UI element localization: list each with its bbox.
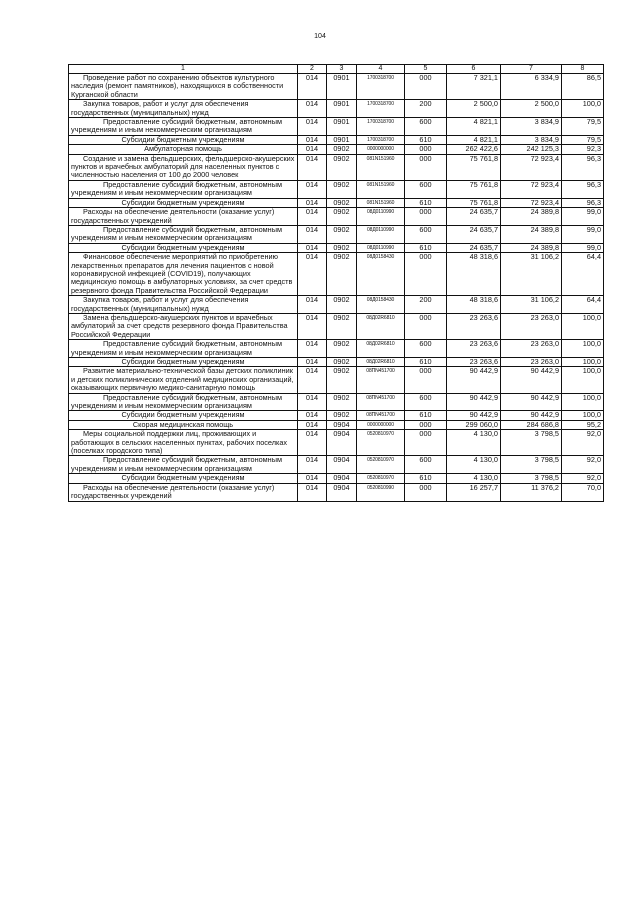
row-rz-cell: 0902 bbox=[327, 296, 357, 314]
row-name-cell: Субсидии бюджетным учреждениям bbox=[69, 411, 298, 420]
row-gr-cell: 014 bbox=[298, 74, 327, 100]
row-rz-cell: 0902 bbox=[327, 243, 357, 252]
row-vr-cell: 610 bbox=[405, 243, 447, 252]
column-header: 4 bbox=[357, 65, 405, 74]
row-rz-cell: 0904 bbox=[327, 430, 357, 456]
row-rz-cell: 0902 bbox=[327, 180, 357, 198]
row-fact-cell: 2 500,0 bbox=[501, 100, 562, 118]
row-plan-cell: 23 263,6 bbox=[447, 358, 501, 367]
table-row bbox=[69, 411, 604, 420]
row-name-cell: Создание и замена фельдшерских, фельдшерско-акушерских пунктов и врачебных амбулаторий для населенных пунктов с численностью населения от 100 до 2000 человек bbox=[69, 154, 298, 180]
row-plan-cell: 24 635,7 bbox=[447, 225, 501, 243]
row-plan-cell: 23 263,6 bbox=[447, 340, 501, 358]
row-name-cell: Проведение работ по сохранению объектов культурного наследия (ремонт памятников), находящихся в собственности Курганской области bbox=[69, 74, 298, 100]
row-gr-cell: 014 bbox=[298, 358, 327, 367]
row-fact-cell: 23 263,0 bbox=[501, 340, 562, 358]
row-gr-cell: 014 bbox=[298, 154, 327, 180]
row-csr-cell: 0000000000 bbox=[357, 420, 405, 429]
column-header: 3 bbox=[327, 65, 357, 74]
row-plan-cell: 23 263,6 bbox=[447, 313, 501, 339]
row-vr-cell: 600 bbox=[405, 118, 447, 136]
row-name-cell: Субсидии бюджетным учреждениям bbox=[69, 474, 298, 483]
row-name-cell: Финансовое обеспечение мероприятий по приобретению лекарственных препаратов для лечения пациентов с новой коронавирусной инфекцией (COVID19), получающих медицинскую помощь в амбулаторных условиях, за счет средств резервного фонда Правительства Российской Федерации bbox=[69, 253, 298, 296]
row-gr-cell: 014 bbox=[298, 243, 327, 252]
row-plan-cell: 262 422,6 bbox=[447, 145, 501, 154]
row-fact-cell: 3 798,5 bbox=[501, 430, 562, 456]
table-row bbox=[69, 483, 604, 501]
table-row bbox=[69, 145, 604, 154]
row-pct-cell: 92,3 bbox=[562, 145, 604, 154]
column-header: 2 bbox=[298, 65, 327, 74]
row-pct-cell: 92,0 bbox=[562, 430, 604, 456]
row-csr-cell: 08Д02R6810 bbox=[357, 340, 405, 358]
row-pct-cell: 100,0 bbox=[562, 393, 604, 411]
row-name-cell: Предоставление субсидий бюджетным, автономным учреждениям и иным некоммерческим организациям bbox=[69, 393, 298, 411]
row-gr-cell: 014 bbox=[298, 483, 327, 501]
row-vr-cell: 000 bbox=[405, 208, 447, 226]
row-vr-cell: 600 bbox=[405, 180, 447, 198]
row-pct-cell: 99,0 bbox=[562, 225, 604, 243]
row-vr-cell: 600 bbox=[405, 393, 447, 411]
row-csr-cell: 081N151960 bbox=[357, 198, 405, 207]
row-vr-cell: 200 bbox=[405, 100, 447, 118]
row-rz-cell: 0902 bbox=[327, 367, 357, 393]
row-vr-cell: 000 bbox=[405, 367, 447, 393]
table-row bbox=[69, 208, 604, 226]
row-fact-cell: 11 376,2 bbox=[501, 483, 562, 501]
row-fact-cell: 3 798,5 bbox=[501, 474, 562, 483]
table-row bbox=[69, 180, 604, 198]
row-pct-cell: 100,0 bbox=[562, 367, 604, 393]
row-rz-cell: 0902 bbox=[327, 313, 357, 339]
row-gr-cell: 014 bbox=[298, 313, 327, 339]
row-vr-cell: 200 bbox=[405, 296, 447, 314]
row-rz-cell: 0904 bbox=[327, 456, 357, 474]
row-plan-cell: 7 321,1 bbox=[447, 74, 501, 100]
budget-table bbox=[68, 64, 604, 502]
row-pct-cell: 100,0 bbox=[562, 358, 604, 367]
row-name-cell: Меры социальной поддержки лиц, проживающих и работающих в сельских населенных пунктах, рабочих поселках (поселках городского типа) bbox=[69, 430, 298, 456]
row-pct-cell: 96,3 bbox=[562, 154, 604, 180]
row-name-cell: Расходы на обеспечение деятельности (оказание услуг) государственных учреждений bbox=[69, 483, 298, 501]
row-vr-cell: 000 bbox=[405, 420, 447, 429]
row-plan-cell: 299 060,0 bbox=[447, 420, 501, 429]
row-rz-cell: 0902 bbox=[327, 198, 357, 207]
row-rz-cell: 0902 bbox=[327, 393, 357, 411]
row-pct-cell: 64,4 bbox=[562, 296, 604, 314]
row-csr-cell: 0520810970 bbox=[357, 456, 405, 474]
row-fact-cell: 3 798,5 bbox=[501, 456, 562, 474]
row-plan-cell: 4 130,0 bbox=[447, 456, 501, 474]
row-gr-cell: 014 bbox=[298, 340, 327, 358]
row-vr-cell: 600 bbox=[405, 225, 447, 243]
row-vr-cell: 610 bbox=[405, 358, 447, 367]
row-csr-cell: 08ПN451700 bbox=[357, 411, 405, 420]
row-pct-cell: 92,0 bbox=[562, 474, 604, 483]
row-pct-cell: 96,3 bbox=[562, 180, 604, 198]
row-rz-cell: 0902 bbox=[327, 358, 357, 367]
row-fact-cell: 72 923,4 bbox=[501, 180, 562, 198]
row-plan-cell: 75 761,8 bbox=[447, 180, 501, 198]
row-gr-cell: 014 bbox=[298, 456, 327, 474]
row-fact-cell: 284 686,8 bbox=[501, 420, 562, 429]
row-rz-cell: 0902 bbox=[327, 225, 357, 243]
row-fact-cell: 90 442,9 bbox=[501, 411, 562, 420]
row-name-cell: Субсидии бюджетным учреждениям bbox=[69, 135, 298, 144]
table-row bbox=[69, 225, 604, 243]
row-gr-cell: 014 bbox=[298, 296, 327, 314]
table-row bbox=[69, 393, 604, 411]
row-gr-cell: 014 bbox=[298, 118, 327, 136]
row-plan-cell: 24 635,7 bbox=[447, 243, 501, 252]
row-csr-cell: 08Д0158430 bbox=[357, 296, 405, 314]
row-rz-cell: 0901 bbox=[327, 118, 357, 136]
row-vr-cell: 600 bbox=[405, 456, 447, 474]
row-pct-cell: 99,0 bbox=[562, 243, 604, 252]
row-plan-cell: 48 318,6 bbox=[447, 296, 501, 314]
row-csr-cell: 08Д02R6810 bbox=[357, 313, 405, 339]
row-gr-cell: 014 bbox=[298, 367, 327, 393]
row-name-cell: Субсидии бюджетным учреждениям bbox=[69, 243, 298, 252]
row-plan-cell: 4 821,1 bbox=[447, 118, 501, 136]
row-name-cell: Расходы на обеспечение деятельности (оказание услуг) государственных учреждений bbox=[69, 208, 298, 226]
row-vr-cell: 000 bbox=[405, 313, 447, 339]
row-plan-cell: 90 442,9 bbox=[447, 393, 501, 411]
row-rz-cell: 0902 bbox=[327, 340, 357, 358]
row-pct-cell: 70,0 bbox=[562, 483, 604, 501]
row-rz-cell: 0904 bbox=[327, 474, 357, 483]
row-rz-cell: 0904 bbox=[327, 483, 357, 501]
row-rz-cell: 0902 bbox=[327, 253, 357, 296]
row-name-cell: Предоставление субсидий бюджетным, автономным учреждениям и иным некоммерческим организациям bbox=[69, 225, 298, 243]
row-name-cell: Субсидии бюджетным учреждениям bbox=[69, 198, 298, 207]
row-pct-cell: 100,0 bbox=[562, 411, 604, 420]
row-plan-cell: 16 257,7 bbox=[447, 483, 501, 501]
row-fact-cell: 90 442,9 bbox=[501, 367, 562, 393]
row-csr-cell: 081N151960 bbox=[357, 154, 405, 180]
row-gr-cell: 014 bbox=[298, 180, 327, 198]
table-row bbox=[69, 456, 604, 474]
row-csr-cell: 1700318700 bbox=[357, 74, 405, 100]
row-name-cell: Предоставление субсидий бюджетным, автономным учреждениям и иным некоммерческим организациям bbox=[69, 456, 298, 474]
row-rz-cell: 0901 bbox=[327, 135, 357, 144]
row-csr-cell: 1700318700 bbox=[357, 135, 405, 144]
table-row bbox=[69, 430, 604, 456]
table-row bbox=[69, 74, 604, 100]
row-csr-cell: 1700318700 bbox=[357, 118, 405, 136]
row-plan-cell: 24 635,7 bbox=[447, 208, 501, 226]
row-gr-cell: 014 bbox=[298, 208, 327, 226]
row-fact-cell: 23 263,0 bbox=[501, 358, 562, 367]
row-name-cell: Закупка товаров, работ и услуг для обеспечения государственных (муниципальных) нужд bbox=[69, 100, 298, 118]
table-row bbox=[69, 367, 604, 393]
row-fact-cell: 90 442,9 bbox=[501, 393, 562, 411]
row-gr-cell: 014 bbox=[298, 100, 327, 118]
table-row bbox=[69, 118, 604, 136]
row-pct-cell: 100,0 bbox=[562, 340, 604, 358]
row-gr-cell: 014 bbox=[298, 430, 327, 456]
row-csr-cell: 08ПN451700 bbox=[357, 393, 405, 411]
row-name-cell: Предоставление субсидий бюджетным, автономным учреждениям и иным некоммерческим организациям bbox=[69, 180, 298, 198]
row-rz-cell: 0902 bbox=[327, 208, 357, 226]
row-rz-cell: 0904 bbox=[327, 420, 357, 429]
row-pct-cell: 100,0 bbox=[562, 100, 604, 118]
row-pct-cell: 64,4 bbox=[562, 253, 604, 296]
row-gr-cell: 014 bbox=[298, 135, 327, 144]
row-plan-cell: 4 130,0 bbox=[447, 474, 501, 483]
row-csr-cell: 0520810970 bbox=[357, 474, 405, 483]
row-pct-cell: 95,2 bbox=[562, 420, 604, 429]
row-name-cell: Субсидии бюджетным учреждениям bbox=[69, 358, 298, 367]
row-gr-cell: 014 bbox=[298, 145, 327, 154]
row-fact-cell: 31 106,2 bbox=[501, 253, 562, 296]
column-header: 6 bbox=[447, 65, 501, 74]
row-pct-cell: 86,5 bbox=[562, 74, 604, 100]
row-rz-cell: 0901 bbox=[327, 100, 357, 118]
column-header: 5 bbox=[405, 65, 447, 74]
row-pct-cell: 79,5 bbox=[562, 118, 604, 136]
row-name-cell: Замена фельдшерско-акушерских пунктов и врачебных амбулаторий за счет средств резервного фонда Правительства Российской Федерации bbox=[69, 313, 298, 339]
row-vr-cell: 600 bbox=[405, 340, 447, 358]
row-gr-cell: 014 bbox=[298, 411, 327, 420]
row-pct-cell: 96,3 bbox=[562, 198, 604, 207]
row-vr-cell: 000 bbox=[405, 74, 447, 100]
row-pct-cell: 92,0 bbox=[562, 456, 604, 474]
row-plan-cell: 2 500,0 bbox=[447, 100, 501, 118]
row-csr-cell: 08ПN451700 bbox=[357, 367, 405, 393]
row-fact-cell: 6 334,9 bbox=[501, 74, 562, 100]
row-name-cell: Закупка товаров, работ и услуг для обеспечения государственных (муниципальных) нужд bbox=[69, 296, 298, 314]
row-csr-cell: 0520810970 bbox=[357, 430, 405, 456]
row-fact-cell: 72 923,4 bbox=[501, 198, 562, 207]
table-row bbox=[69, 253, 604, 296]
row-rz-cell: 0902 bbox=[327, 145, 357, 154]
row-gr-cell: 014 bbox=[298, 420, 327, 429]
row-name-cell: Предоставление субсидий бюджетным, автономным учреждениям и иным некоммерческим организациям bbox=[69, 340, 298, 358]
row-rz-cell: 0901 bbox=[327, 74, 357, 100]
row-plan-cell: 90 442,9 bbox=[447, 367, 501, 393]
row-fact-cell: 24 389,8 bbox=[501, 225, 562, 243]
row-csr-cell: 08Д0110990 bbox=[357, 225, 405, 243]
row-vr-cell: 610 bbox=[405, 474, 447, 483]
row-name-cell: Амбулаторная помощь bbox=[69, 145, 298, 154]
row-vr-cell: 610 bbox=[405, 198, 447, 207]
column-header: 8 bbox=[562, 65, 604, 74]
row-gr-cell: 014 bbox=[298, 474, 327, 483]
row-pct-cell: 100,0 bbox=[562, 313, 604, 339]
table-row bbox=[69, 313, 604, 339]
row-vr-cell: 000 bbox=[405, 154, 447, 180]
row-fact-cell: 72 923,4 bbox=[501, 154, 562, 180]
row-csr-cell: 0520810990 bbox=[357, 483, 405, 501]
row-fact-cell: 24 389,8 bbox=[501, 243, 562, 252]
column-header: 7 bbox=[501, 65, 562, 74]
row-fact-cell: 3 834,9 bbox=[501, 135, 562, 144]
row-rz-cell: 0902 bbox=[327, 154, 357, 180]
row-csr-cell: 08Д0158430 bbox=[357, 253, 405, 296]
table-row bbox=[69, 474, 604, 483]
table-row bbox=[69, 100, 604, 118]
row-vr-cell: 610 bbox=[405, 135, 447, 144]
row-vr-cell: 000 bbox=[405, 253, 447, 296]
row-csr-cell: 1700318700 bbox=[357, 100, 405, 118]
row-pct-cell: 99,0 bbox=[562, 208, 604, 226]
row-csr-cell: 08Д0110990 bbox=[357, 243, 405, 252]
row-name-cell: Скорая медицинская помощь bbox=[69, 420, 298, 429]
row-fact-cell: 242 125,3 bbox=[501, 145, 562, 154]
table-row bbox=[69, 154, 604, 180]
row-name-cell: Предоставление субсидий бюджетным, автономным учреждениям и иным некоммерческим организациям bbox=[69, 118, 298, 136]
row-fact-cell: 31 106,2 bbox=[501, 296, 562, 314]
row-rz-cell: 0902 bbox=[327, 411, 357, 420]
row-plan-cell: 4 821,1 bbox=[447, 135, 501, 144]
row-vr-cell: 000 bbox=[405, 145, 447, 154]
row-plan-cell: 75 761,8 bbox=[447, 154, 501, 180]
row-csr-cell: 08Д0110990 bbox=[357, 208, 405, 226]
row-gr-cell: 014 bbox=[298, 253, 327, 296]
row-plan-cell: 48 318,6 bbox=[447, 253, 501, 296]
page-number: 104 bbox=[314, 33, 326, 40]
row-gr-cell: 014 bbox=[298, 225, 327, 243]
row-vr-cell: 000 bbox=[405, 430, 447, 456]
row-plan-cell: 90 442,9 bbox=[447, 411, 501, 420]
row-plan-cell: 75 761,8 bbox=[447, 198, 501, 207]
row-pct-cell: 79,5 bbox=[562, 135, 604, 144]
table-row bbox=[69, 340, 604, 358]
row-fact-cell: 3 834,9 bbox=[501, 118, 562, 136]
column-header: 1 bbox=[69, 65, 298, 74]
row-plan-cell: 4 130,0 bbox=[447, 430, 501, 456]
row-gr-cell: 014 bbox=[298, 393, 327, 411]
row-vr-cell: 000 bbox=[405, 483, 447, 501]
row-fact-cell: 24 389,8 bbox=[501, 208, 562, 226]
row-name-cell: Развитие материально-технической базы детских поликлиник и детских поликлинических отделений медицинских организаций, оказывающих первичную медико-санитарную помощь bbox=[69, 367, 298, 393]
row-csr-cell: 08Д02R6810 bbox=[357, 358, 405, 367]
row-fact-cell: 23 263,0 bbox=[501, 313, 562, 339]
row-gr-cell: 014 bbox=[298, 198, 327, 207]
table-row bbox=[69, 296, 604, 314]
row-csr-cell: 0000000000 bbox=[357, 145, 405, 154]
row-csr-cell: 081N151960 bbox=[357, 180, 405, 198]
row-vr-cell: 610 bbox=[405, 411, 447, 420]
